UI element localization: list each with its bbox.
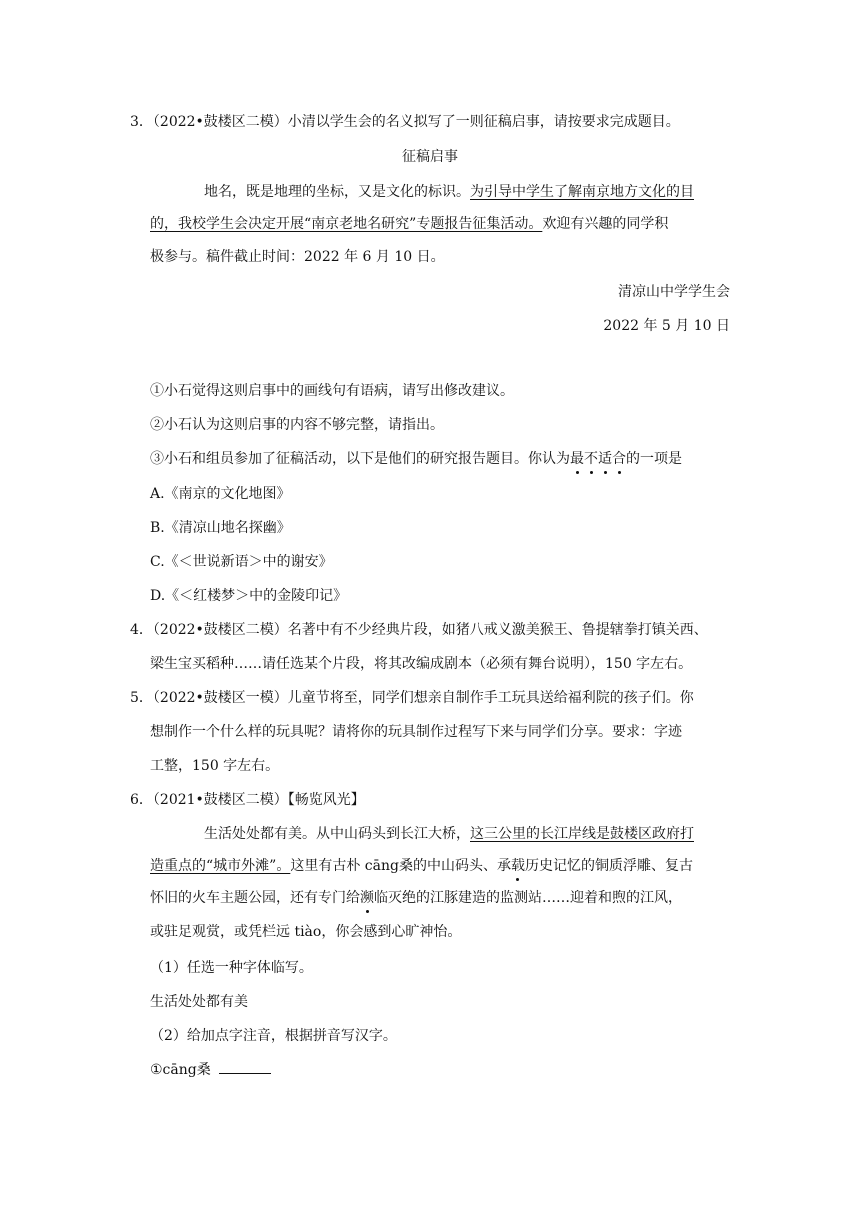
q6-passage-line-1 xyxy=(204,824,694,844)
underlined-sentence: 的，我校学生会决定开展“南京老地名研究”专题报告征集活动。 xyxy=(150,216,543,232)
q5-line-1: 5．（2022•鼓楼区一模）儿童节将至，同学们想亲自制作手工玩具送给福利院的孩子们。你 xyxy=(130,690,694,706)
passage-text: 历史记忆的铜质浮雕、复古 xyxy=(524,858,693,874)
emphasis-char: 合 xyxy=(612,451,626,467)
notice-signature: 清凉山中学学生会 xyxy=(618,284,730,300)
notice-title: 征稿启事 xyxy=(402,149,458,165)
q5-line-2: 想制作一个什么样的玩具呢？请将你的玩具制作过程写下来与同学们分享。要求：字迹 xyxy=(150,724,682,740)
notice-paragraph-line-1 xyxy=(204,182,694,202)
passage-text: 临灭绝的江豚建造的监测站……迎着和煦的江风， xyxy=(374,890,682,906)
q6-sub-question-1: （1）任选一种字体临写。 xyxy=(150,960,313,976)
q3-stem: 3．（2022•鼓楼区二模）小清以学生会的名义拟写了一则征稿启事，请按要求完成题目。 xyxy=(130,114,680,130)
option-c: C.《＜世说新语＞中的谢安》 xyxy=(150,554,333,570)
underlined-sentence: 这三公里的长江岸线是鼓楼区政府打 xyxy=(470,826,694,842)
q4-line-2: 梁生宝买稻种……请任选某个片段，将其改编成剧本（必须有舞台说明），150 字左右。 xyxy=(150,656,693,672)
option-a: A.《南京的文化地图》 xyxy=(150,486,291,502)
underlined-sentence: 造重点的“城市外滩”。 xyxy=(150,858,291,874)
q6-copy-text: 生活处处都有美 xyxy=(150,994,248,1010)
q6-sub-question-2: （2）给加点字注音，根据拼音写汉字。 xyxy=(150,1028,397,1044)
q6-passage-line-4: 或驻足观赏，或凭栏远 tiào，你会感到心旷神怡。 xyxy=(150,924,462,940)
option-b: B.《清凉山地名探幽》 xyxy=(150,520,291,536)
emphasis-char: 适 xyxy=(598,451,612,467)
answer-blank[interactable] xyxy=(219,1061,271,1074)
q3-sub3-text: 的一项是 xyxy=(626,451,682,467)
emphasis-char: 不 xyxy=(584,451,598,467)
passage-text: 生活处处都有美。从中山码头到长江大桥， xyxy=(204,826,470,842)
q3-sub-question-2: ②小石认为这则启事的内容不够完整，请指出。 xyxy=(150,417,444,433)
underlined-sentence: 为引导中学生了解南京地方文化的目 xyxy=(470,184,694,200)
option-d: D.《＜红楼梦＞中的金陵印记》 xyxy=(150,588,348,604)
emphasis-char: 最 xyxy=(570,451,584,467)
q3-sub-question-1: ①小石觉得这则启事中的画线句有语病，请写出修改建议。 xyxy=(150,383,514,399)
pinyin-item: ①cāng桑 xyxy=(150,1062,211,1078)
notice-text: 欢迎有兴趣的同学积 xyxy=(542,216,669,232)
q6-stem: 6．（2021•鼓楼区二模）【畅览风光】 xyxy=(130,792,365,808)
notice-paragraph-line-2 xyxy=(150,214,668,234)
emphasis-char: 载 xyxy=(510,858,525,874)
q4-line-1: 4．（2022•鼓楼区二模）名著中有不少经典片段，如猪八戒义激美猴王、鲁提辖拳打镇关西、 xyxy=(130,622,708,638)
q6-passage-line-3 xyxy=(150,888,682,908)
q5-line-3: 工整，150 字左右。 xyxy=(150,758,280,774)
q6-passage-line-2 xyxy=(150,856,693,876)
q6-sub-item-1 xyxy=(150,1060,271,1080)
emphasis-char: 濒 xyxy=(360,890,374,906)
passage-text: 这里有古朴 cāng桑的中山码头、承 xyxy=(290,858,511,874)
q3-sub3-text: ③小石和组员参加了征稿活动，以下是他们的研究报告题目。你认为 xyxy=(150,451,570,467)
notice-text: 地名，既是地理的坐标，又是文化的标识。 xyxy=(204,184,470,200)
notice-paragraph-line-3: 极参与。稿件截止时间：2022 年 6 月 10 日。 xyxy=(150,249,445,265)
notice-date: 2022 年 5 月 10 日 xyxy=(603,318,730,334)
passage-text: 怀旧的火车主题公园，还有专门给 xyxy=(150,890,360,906)
q3-sub-question-3 xyxy=(150,449,682,469)
